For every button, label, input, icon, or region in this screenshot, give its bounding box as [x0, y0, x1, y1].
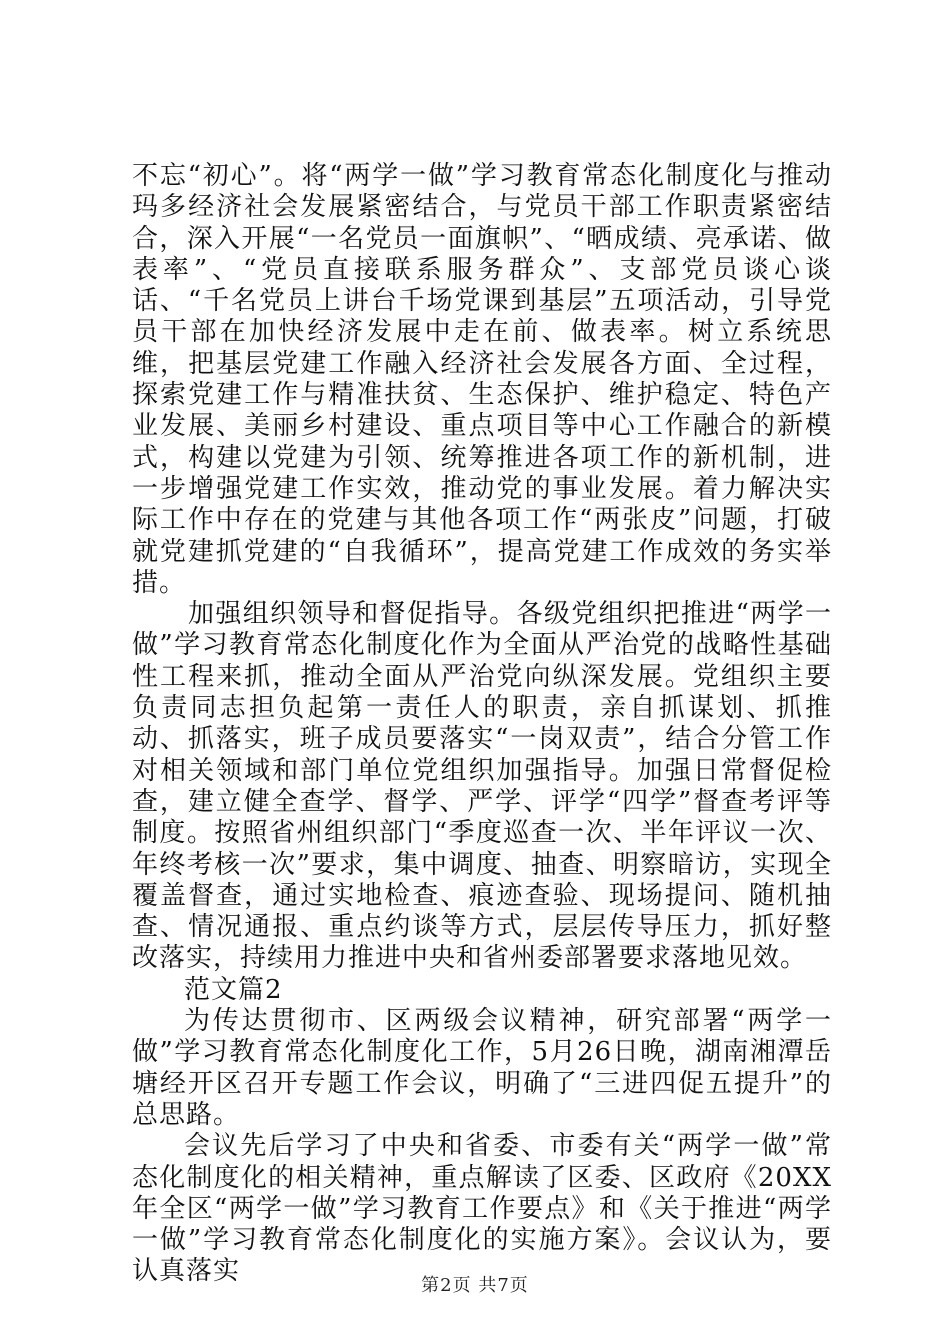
document-body [132, 161, 832, 1288]
paragraph-2: 加强组织领导和督促指导。各级党组织把推进“两学一做”学习教育常态化制度化作为全面从严治党的战略性基础性工程来抓，推动全面从严治党向纵深发展。党组织主要负责同志担负起第一责任人的职责，亲自抓谋划、抓推动、抓落实，班子成员要落实“一岗双责”，结合分管工作对相关领域和部门单位党组织加强指导。加强日常督促检查，建立健全查学、督学、严学、评学“四学”督查考评等制度。按照省州组织部门“季度巡查一次、半年评议一次、年终考核一次”要求，集中调度、抽查、明察暗访，实现全覆盖督查，通过实地检查、痕迹查验、现场提问、随机抽查、情况通报、重点约谈等方式，层层传导压力，抓好整改落实，持续用力推进中央和省州委部署要求落地见效。 [132, 599, 832, 974]
section-heading: 范文篇2 [184, 974, 283, 1005]
paragraph-4: 会议先后学习了中央和省委、市委有关“两学一做”常态化制度化的相关精神，重点解读了区委、区政府《20XX年全区“两学一做”学习教育工作要点》和《关于推进“两学一做”学习教育常态化制度化的实施方案》。会议认为，要认真落实 [132, 1131, 832, 1287]
paragraph-3: 为传达贯彻市、区两级会议精神，研究部署“两学一做”学习教育常态化制度化工作，5月26日晚，湖南湘潭岳塘经开区召开专题工作会议，明确了“三进四促五提升”的总思路。 [132, 1006, 832, 1130]
page-number-footer: 第2页 共7页 [421, 1275, 529, 1296]
paragraph-1: 不忘“初心”。将“两学一做”学习教育常态化制度化与推动玛多经济社会发展紧密结合，与党员干部工作职责紧密结合，深入开展“一名党员一面旗帜”、“晒成绩、亮承诺、做表率”、“党员直接联系服务群众”、支部党员谈心谈话、“千名党员上讲台千场党课到基层”五项活动，引导党员干部在加快经济发展中走在前、做表率。树立系统思维，把基层党建工作融入经济社会发展各方面、全过程，探索党建工作与精准扶贫、生态保护、维护稳定、特色产业发展、美丽乡村建设、重点项目等中心工作融合的新模式，构建以党建为引领、统筹推进各项工作的新机制，进一步增强党建工作实效，推动党的事业发展。着力解决实际工作中存在的党建与其他各项工作“两张皮”问题，打破就党建抓党建的“自我循环”，提高党建工作成效的务实举措。 [132, 161, 832, 598]
